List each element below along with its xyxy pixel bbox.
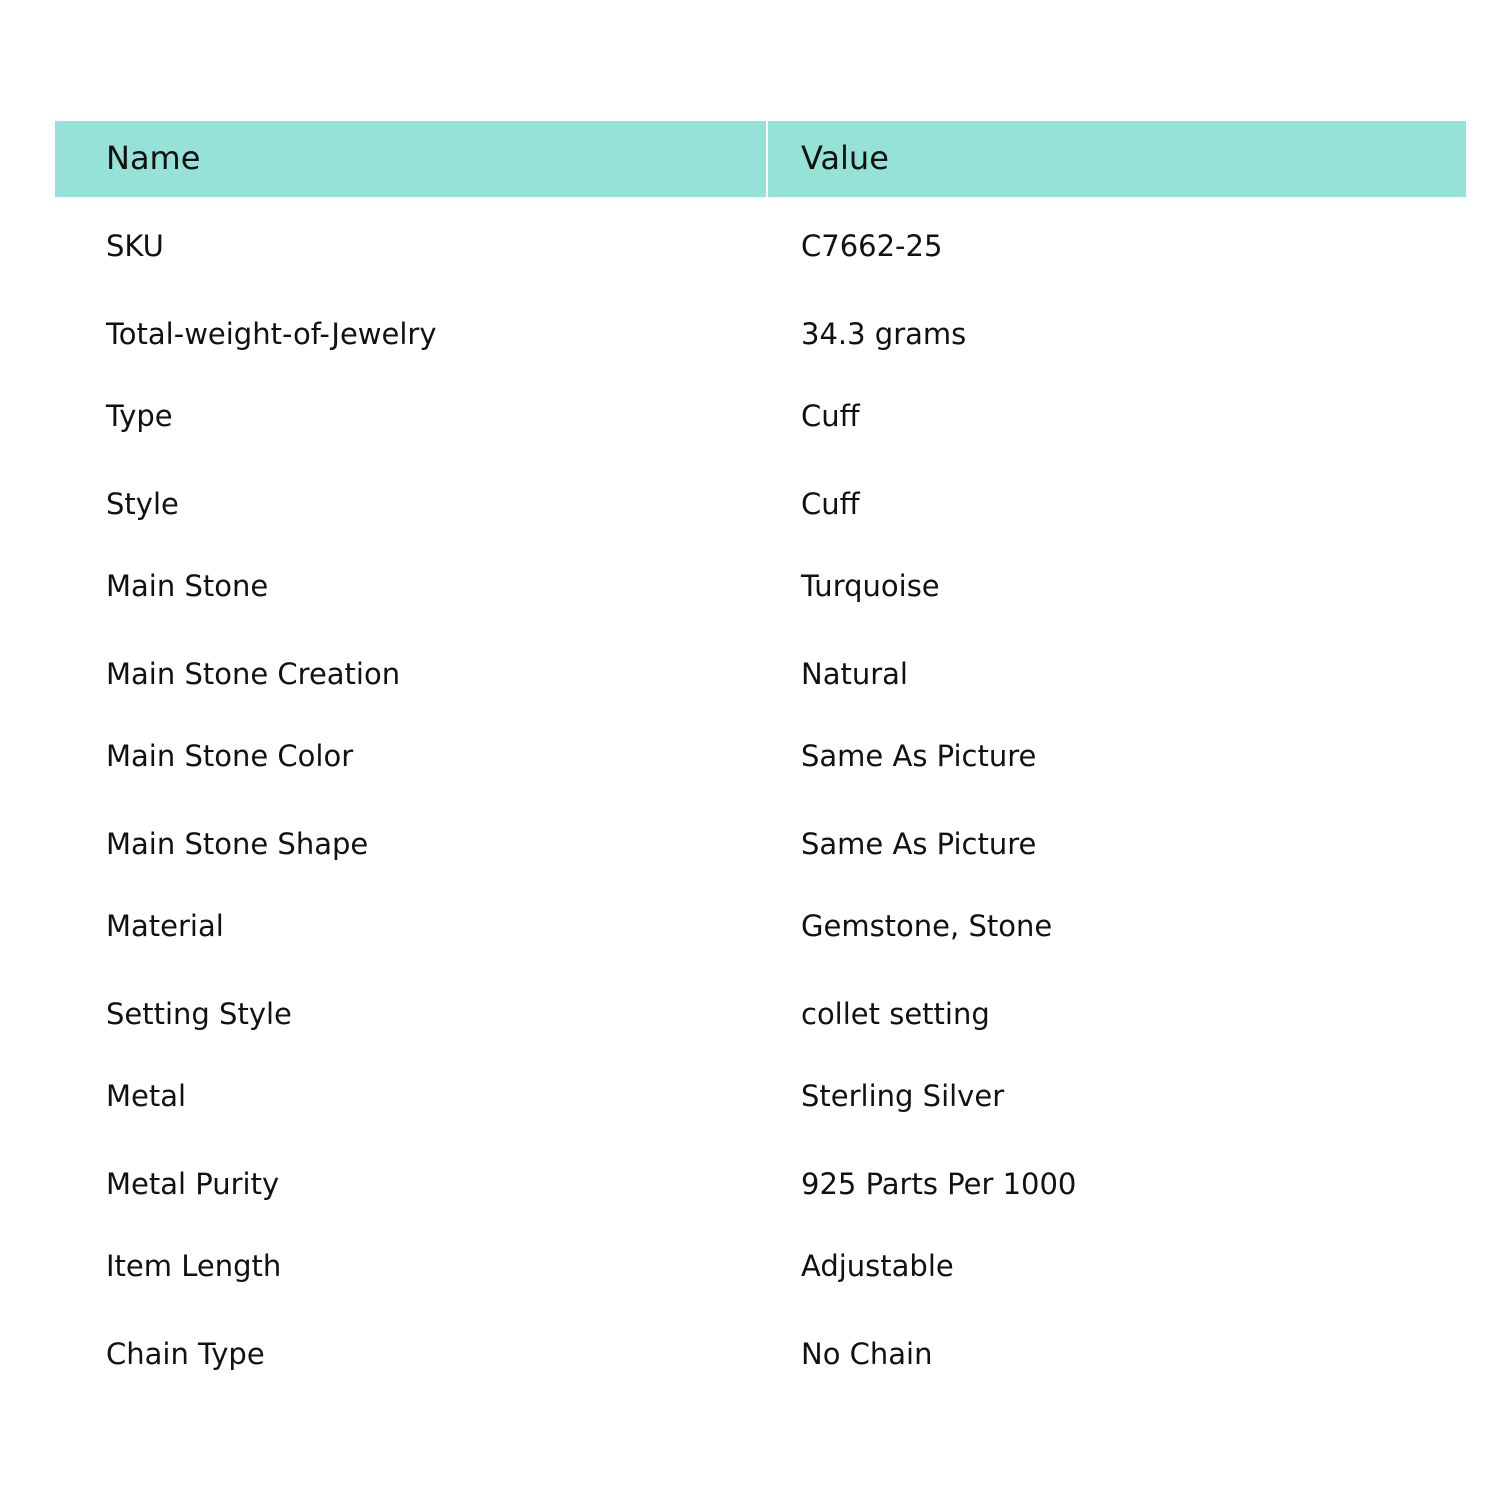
row-name-cell: Main Stone bbox=[106, 568, 269, 603]
row-name-cell: Item Length bbox=[106, 1248, 282, 1283]
row-value-cell: Same As Picture bbox=[801, 826, 1037, 861]
row-name-cell: Material bbox=[106, 908, 224, 943]
row-value-cell: Adjustable bbox=[801, 1248, 954, 1283]
table-header-row bbox=[55, 121, 1466, 197]
row-value-cell: Turquoise bbox=[801, 568, 940, 603]
row-name-cell: Chain Type bbox=[106, 1336, 265, 1371]
table-row bbox=[55, 537, 1466, 622]
table-row bbox=[55, 792, 1466, 877]
row-name-cell: Metal bbox=[106, 1078, 187, 1113]
row-name-cell: Type bbox=[106, 398, 173, 433]
row-value-cell: 925 Parts Per 1000 bbox=[801, 1166, 1077, 1201]
table-row bbox=[55, 1047, 1466, 1132]
table-row bbox=[55, 282, 1466, 367]
row-value-cell: Cuff bbox=[801, 398, 860, 433]
header-name-cell: Name bbox=[55, 121, 766, 197]
table-row bbox=[55, 962, 1466, 1047]
table-row bbox=[55, 197, 1466, 282]
row-name-cell: SKU bbox=[106, 228, 164, 263]
table-row bbox=[55, 452, 1466, 537]
spec-table bbox=[55, 121, 1466, 1387]
table-row bbox=[55, 622, 1466, 707]
row-name-cell: Total-weight-of-Jewelry bbox=[106, 316, 437, 351]
row-value-cell: C7662-25 bbox=[801, 228, 943, 263]
row-name-cell: Metal Purity bbox=[106, 1166, 280, 1201]
table-row bbox=[55, 367, 1466, 452]
row-value-cell: No Chain bbox=[801, 1336, 933, 1371]
table-row bbox=[55, 707, 1466, 792]
table-row bbox=[55, 877, 1466, 962]
row-name-cell: Main Stone Shape bbox=[106, 826, 369, 861]
table-row bbox=[55, 1302, 1466, 1387]
table-row bbox=[55, 1132, 1466, 1217]
row-value-cell: collet setting bbox=[801, 996, 990, 1031]
row-value-cell: Same As Picture bbox=[801, 738, 1037, 773]
row-value-cell: Sterling Silver bbox=[801, 1078, 1005, 1113]
row-name-cell: Setting Style bbox=[106, 996, 292, 1031]
row-value-cell: Natural bbox=[801, 656, 908, 691]
row-value-cell: Cuff bbox=[801, 486, 860, 521]
table-row bbox=[55, 1217, 1466, 1302]
row-name-cell: Main Stone Creation bbox=[106, 656, 401, 691]
row-name-cell: Style bbox=[106, 486, 179, 521]
row-value-cell: 34.3 grams bbox=[801, 316, 967, 351]
row-name-cell: Main Stone Color bbox=[106, 738, 354, 773]
header-value-cell: Value bbox=[768, 121, 1466, 197]
row-value-cell: Gemstone, Stone bbox=[801, 908, 1053, 943]
